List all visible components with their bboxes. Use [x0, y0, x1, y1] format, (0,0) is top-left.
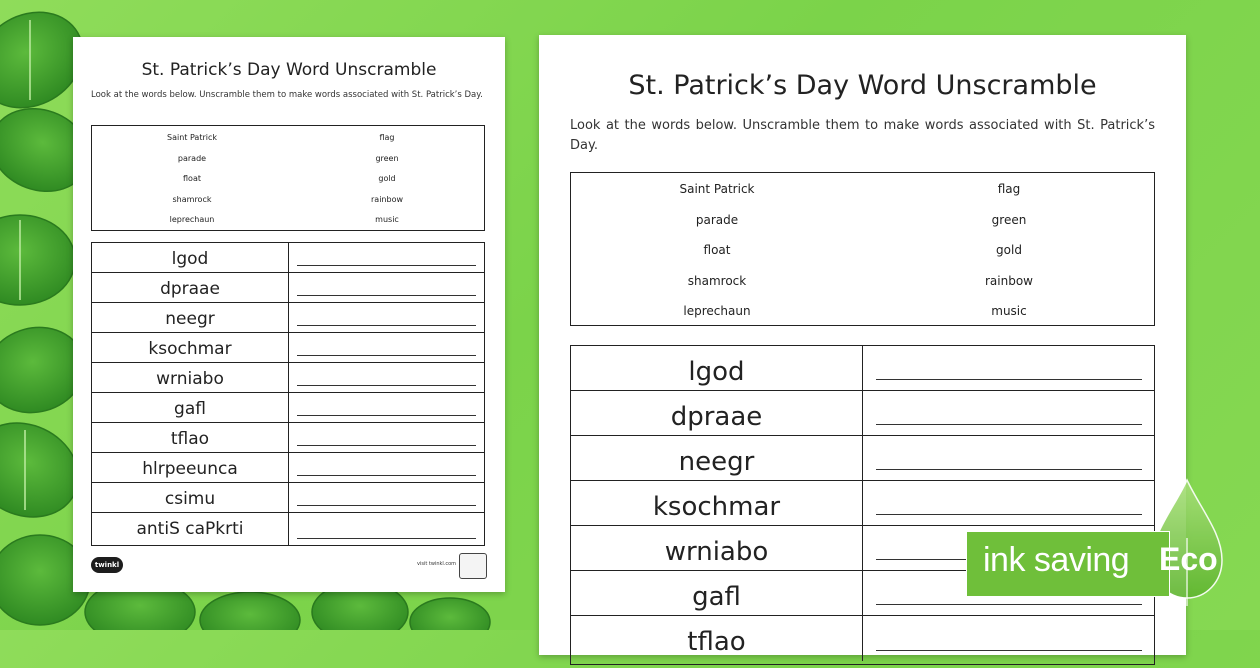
answer-line[interactable]	[297, 475, 476, 476]
word-bank-item: green	[375, 154, 399, 163]
answer-line[interactable]	[297, 538, 476, 539]
table-row	[92, 273, 484, 303]
table-row	[92, 453, 484, 483]
word-bank-item: green	[991, 213, 1027, 227]
answer-line[interactable]	[297, 265, 476, 266]
answer-line[interactable]	[876, 514, 1142, 515]
word-bank-item: shamrock	[172, 195, 212, 204]
scrambled-word: wrniabo	[92, 363, 289, 392]
certificate-icon	[459, 553, 487, 579]
answer-table	[570, 345, 1155, 665]
answer-line[interactable]	[876, 379, 1142, 380]
word-bank-item: shamrock	[687, 274, 747, 288]
scrambled-word: tflao	[571, 616, 863, 661]
scrambled-word: neegr	[571, 436, 863, 480]
table-row	[571, 436, 1154, 481]
word-bank	[570, 172, 1155, 326]
word-bank-item: leprechaun	[683, 304, 751, 318]
scrambled-word: lgod	[92, 243, 289, 272]
word-bank-item: parade	[177, 154, 207, 163]
word-bank-item: float	[183, 174, 201, 183]
word-bank-item: music	[991, 304, 1027, 318]
answer-table	[91, 242, 485, 546]
worksheet-instructions: Look at the words below. Unscramble them to make words associated with St. Patrick’s Day.	[570, 118, 1155, 154]
table-row	[92, 333, 484, 363]
table-row	[92, 303, 484, 333]
scrambled-word: dpraae	[571, 391, 863, 435]
eco-badge-label: Eco	[1159, 541, 1218, 577]
word-bank-item: rainbow	[985, 274, 1033, 288]
word-bank-item: float	[703, 243, 731, 257]
scrambled-word: antiS caPkrti	[92, 513, 289, 545]
scrambled-word: neegr	[92, 303, 289, 332]
table-row	[92, 393, 484, 423]
footer-url: visit twinkl.com	[417, 561, 457, 567]
answer-line[interactable]	[876, 604, 1142, 605]
table-row	[92, 513, 484, 545]
scrambled-word: csimu	[92, 483, 289, 512]
scrambled-word: gafl	[92, 393, 289, 422]
table-row	[571, 616, 1154, 661]
answer-line[interactable]	[297, 295, 476, 296]
word-bank-item: Saint Patrick	[679, 182, 755, 196]
worksheet-thumbnail[interactable]	[73, 37, 505, 592]
word-bank-item: flag	[379, 133, 395, 142]
answer-line[interactable]	[876, 650, 1142, 651]
answer-line[interactable]	[297, 505, 476, 506]
answer-line[interactable]	[297, 445, 476, 446]
worksheet-title: St. Patrick’s Day Word Unscramble	[141, 60, 437, 80]
scrambled-word: ksochmar	[92, 333, 289, 362]
word-bank-item: parade	[695, 213, 739, 227]
scrambled-word: dpraae	[92, 273, 289, 302]
word-bank-item: gold	[996, 243, 1022, 257]
worksheet-instructions: Look at the words below. Unscramble them to make words associated with St. Patrick’s Day.	[91, 90, 483, 100]
answer-line[interactable]	[297, 415, 476, 416]
table-row	[92, 363, 484, 393]
answer-line[interactable]	[297, 325, 476, 326]
scrambled-word: hlrpeeunca	[92, 453, 289, 482]
twinkl-logo: twinkl	[91, 557, 123, 573]
answer-line[interactable]	[876, 469, 1142, 470]
worksheet-title: St. Patrick’s Day Word Unscramble	[628, 70, 1097, 101]
word-bank-item: leprechaun	[169, 215, 215, 224]
word-bank-item: rainbow	[371, 195, 403, 204]
scrambled-word: ksochmar	[571, 481, 863, 525]
table-row	[571, 481, 1154, 526]
table-row	[571, 346, 1154, 391]
answer-line[interactable]	[297, 355, 476, 356]
table-row	[92, 243, 484, 273]
word-bank-item: Saint Patrick	[167, 133, 217, 142]
word-bank-item: flag	[997, 182, 1021, 196]
scrambled-word: wrniabo	[571, 526, 863, 570]
word-bank-item: gold	[378, 174, 396, 183]
answer-line[interactable]	[297, 385, 476, 386]
table-row	[571, 391, 1154, 436]
scrambled-word: gafl	[571, 571, 863, 615]
table-row	[92, 483, 484, 513]
scrambled-word: lgod	[571, 346, 863, 390]
table-row	[92, 423, 484, 453]
scrambled-word: tflao	[92, 423, 289, 452]
word-bank	[91, 125, 485, 231]
answer-line[interactable]	[876, 424, 1142, 425]
eco-badge-text: ink saving	[983, 541, 1130, 579]
word-bank-item: music	[375, 215, 399, 224]
